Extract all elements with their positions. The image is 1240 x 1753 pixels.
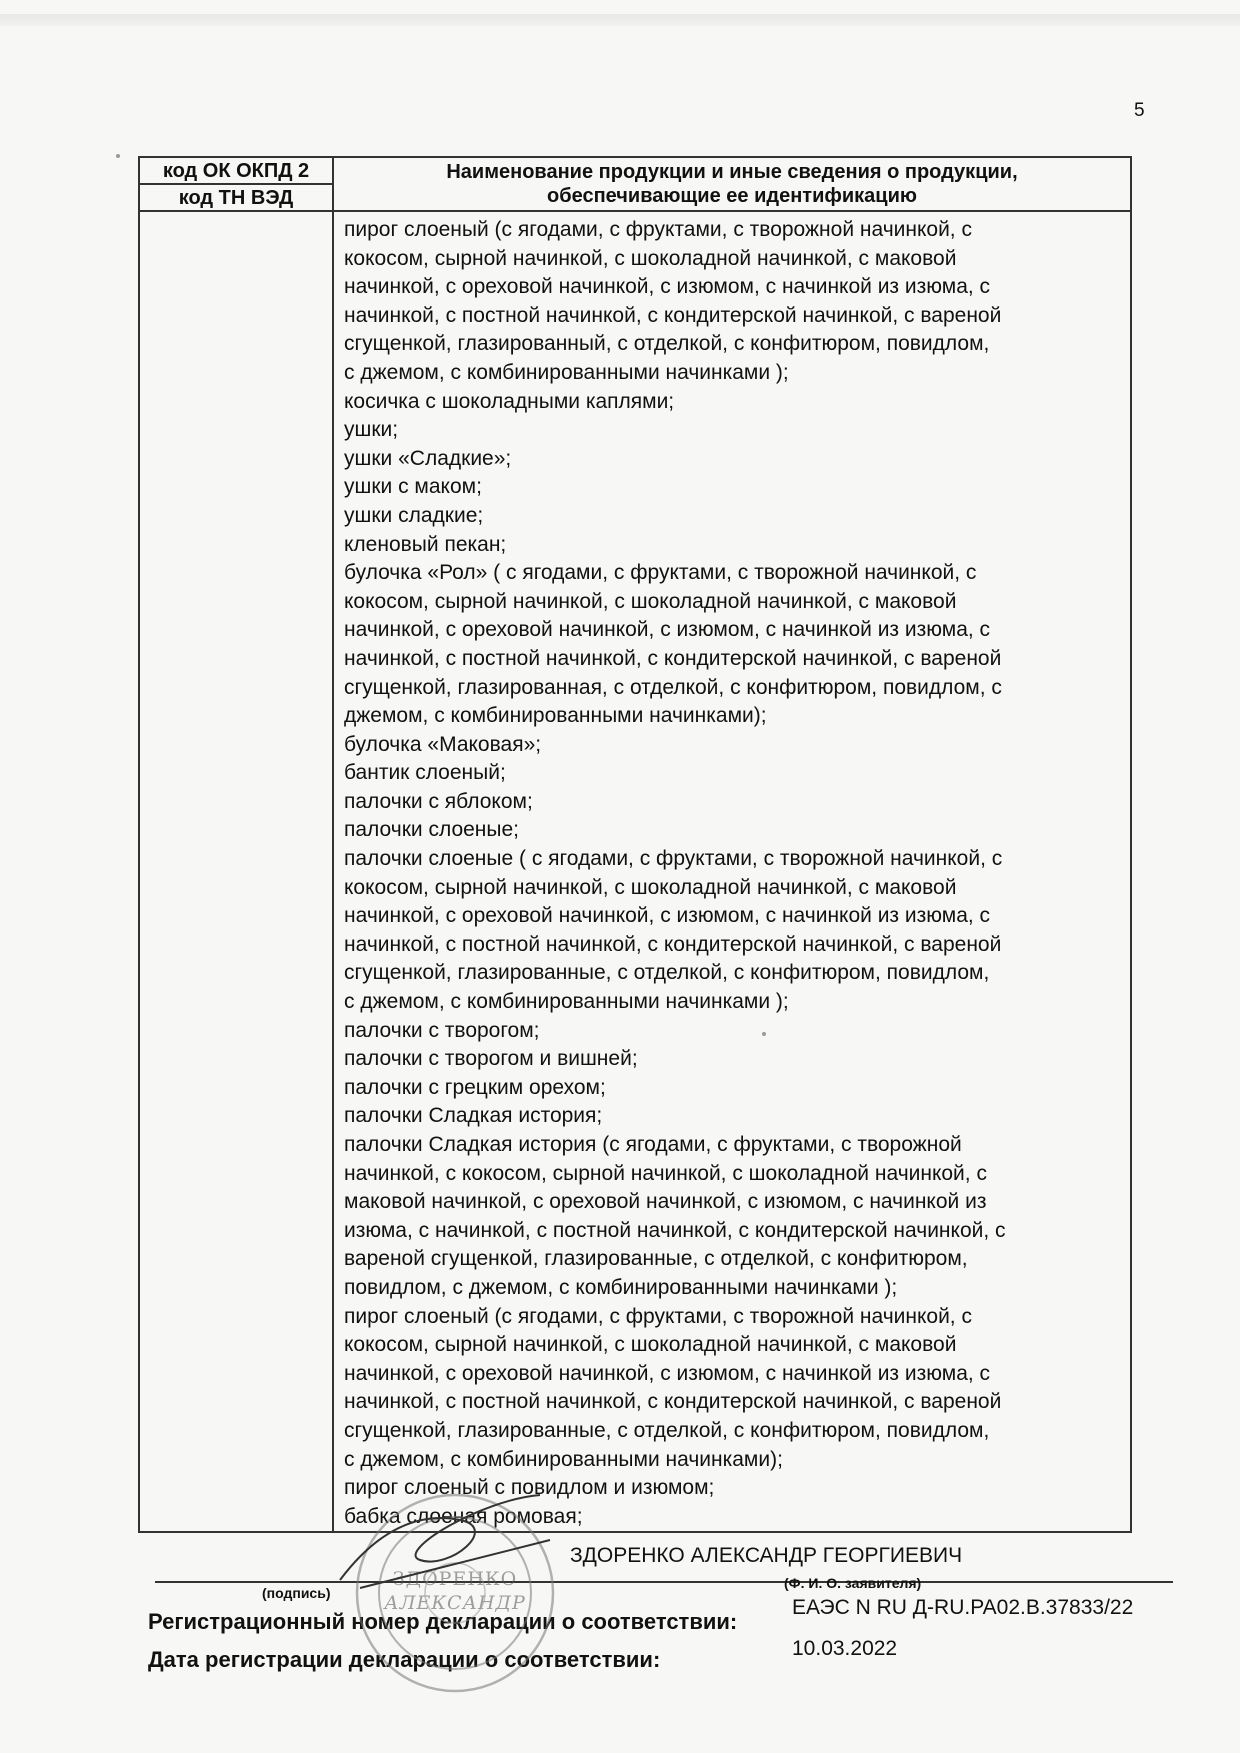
table-header-row	[139, 157, 1131, 184]
product-line: пирог слоеный (с ягодами, с фруктами, с творожной начинкой, с	[344, 1304, 972, 1328]
product-line: кокосом, сырной начинкой, с шоколадной начинкой, с маковой	[344, 1333, 957, 1357]
product-line: сгущенкой, глазированные, с отделкой, с конфитюром, повидлом,	[344, 961, 990, 985]
product-line: сгущенкой, глазированный, с отделкой, с конфитюром, повидлом,	[344, 332, 990, 356]
product-line: начинкой, с ореховой начинкой, с изюмом, с начинкой из изюма, с	[344, 904, 991, 928]
registration-date-label: Дата регистрации декларации о соответствии:	[148, 1647, 661, 1672]
product-line: палочки слоеные ( с ягодами, с фруктами, с творожной начинкой, с	[344, 847, 1003, 871]
product-line: палочки с творогом;	[344, 1018, 540, 1042]
header-product-name-line-2: обеспечивающие ее идентификацию	[547, 185, 917, 207]
product-list-cell	[333, 211, 1131, 1532]
product-line: начинкой, с постной начинкой, с кондитерской начинкой, с вареной	[344, 646, 1002, 670]
product-line: джемом, с комбинированными начинками);	[344, 704, 767, 728]
registration-number-value: ЕАЭС N RU Д-RU.PA02.B.37833/22	[792, 1596, 1134, 1619]
header-tnved-code: код ТН ВЭД	[139, 184, 333, 211]
product-line: бабка слоеная ромовая;	[344, 1504, 583, 1528]
product-line: пирог слоеный с повидлом и изюмом;	[344, 1476, 715, 1500]
code-cell	[139, 211, 333, 1532]
product-line: начинкой, с постной начинкой, с кондитерской начинкой, с вареной	[344, 932, 1002, 956]
product-table	[138, 156, 1132, 1533]
product-line: ушки сладкие;	[344, 503, 484, 527]
handwritten-signature	[300, 1480, 580, 1600]
page-number: 5	[1134, 100, 1145, 121]
product-line: начинкой, с ореховой начинкой, с изюмом, с начинкой из изюма, с	[344, 1361, 991, 1385]
header-product-name	[333, 157, 1131, 211]
product-line: палочки Сладкая история (с ягодами, с фруктами, с творожной	[344, 1133, 962, 1156]
signature-caption: (подпись)	[262, 1585, 331, 1601]
product-line: начинкой, с постной начинкой, с кондитерской начинкой, с вареной	[344, 1390, 1002, 1414]
table-body-row	[139, 211, 1131, 1532]
product-line: пирог слоеный (с ягодами, с фруктами, с творожной начинкой, с	[344, 218, 972, 241]
product-line: палочки с грецким орехом;	[344, 1075, 606, 1099]
product-line: начинкой, с кокосом, сырной начинкой, с шоколадной начинкой, с	[344, 1161, 987, 1185]
product-line: палочки с яблоком;	[344, 789, 533, 813]
product-line: ушки «Сладкие»;	[344, 446, 512, 470]
product-line: кокосом, сырной начинкой, с шоколадной начинкой, с маковой	[344, 246, 957, 270]
product-line: маковой начинкой, с ореховой начинкой, с изюмом, с начинкой из	[344, 1190, 987, 1214]
product-line: начинкой, с ореховой начинкой, с изюмом, с начинкой из изюма, с	[344, 618, 991, 642]
product-line: кокосом, сырной начинкой, с шоколадной начинкой, с маковой	[344, 875, 957, 899]
product-line: косичка с шоколадными каплями;	[344, 389, 675, 413]
registration-date-value: 10.03.2022	[792, 1637, 898, 1660]
header-okpd-code: код ОК ОКПД 2	[139, 157, 333, 184]
seal-text-surname: ЗДОРЕНКО	[392, 1568, 518, 1590]
product-line: начинкой, с постной начинкой, с кондитерской начинкой, с вареной	[344, 303, 1002, 327]
product-line: с джемом, с комбинированными начинками );	[344, 990, 789, 1014]
product-line: палочки Сладкая история;	[344, 1104, 603, 1128]
product-line: повидлом, с джемом, с комбинированными начинками );	[344, 1275, 898, 1299]
product-line: палочки слоеные;	[344, 818, 520, 842]
seal-text-name: АЛЕКСАНДР	[384, 1592, 526, 1614]
applicant-name: ЗДОРЕНКО АЛЕКСАНДР ГЕОРГИЕВИЧ	[570, 1544, 963, 1567]
product-line: булочка «Маковая»;	[344, 732, 542, 756]
product-line: с джемом, с комбинированными начинками);	[344, 1447, 783, 1471]
product-line: начинкой, с ореховой начинкой, с изюмом, с начинкой из изюма, с	[344, 275, 991, 299]
header-product-name-line-1: Наименование продукции и иные сведения о продукции,	[446, 161, 1018, 183]
product-line: бантик слоеный;	[344, 761, 506, 785]
product-line: с джемом, с комбинированными начинками );	[344, 360, 789, 384]
product-line: вареной сгущенкой, глазированные, с отделкой, с конфитюром,	[344, 1247, 968, 1271]
registration-number-label: Регистрационный номер декларации о соответствии:	[148, 1609, 738, 1634]
applicant-caption: (Ф. И. О. заявителя)	[784, 1575, 922, 1591]
product-line: сгущенкой, глазированная, с отделкой, с конфитюром, повидлом, с	[344, 675, 1002, 699]
product-line: кленовый пекан;	[344, 532, 507, 556]
product-line: сгущенкой, глазированные, с отделкой, с конфитюром, повидлом,	[344, 1418, 990, 1442]
scan-top-strip	[0, 14, 1240, 26]
product-line: ушки;	[344, 418, 399, 442]
product-list	[344, 216, 1122, 1531]
product-line: палочки с творогом и вишней;	[344, 1047, 638, 1071]
product-line: ушки с маком;	[344, 475, 482, 499]
scan-speck	[116, 154, 120, 158]
product-line: изюма, с начинкой, с постной начинкой, с кондитерской начинкой, с	[344, 1218, 1006, 1242]
product-line: булочка «Рол» ( с ягодами, с фруктами, с творожной начинкой, с	[344, 561, 977, 585]
product-line: кокосом, сырной начинкой, с шоколадной начинкой, с маковой	[344, 589, 957, 613]
